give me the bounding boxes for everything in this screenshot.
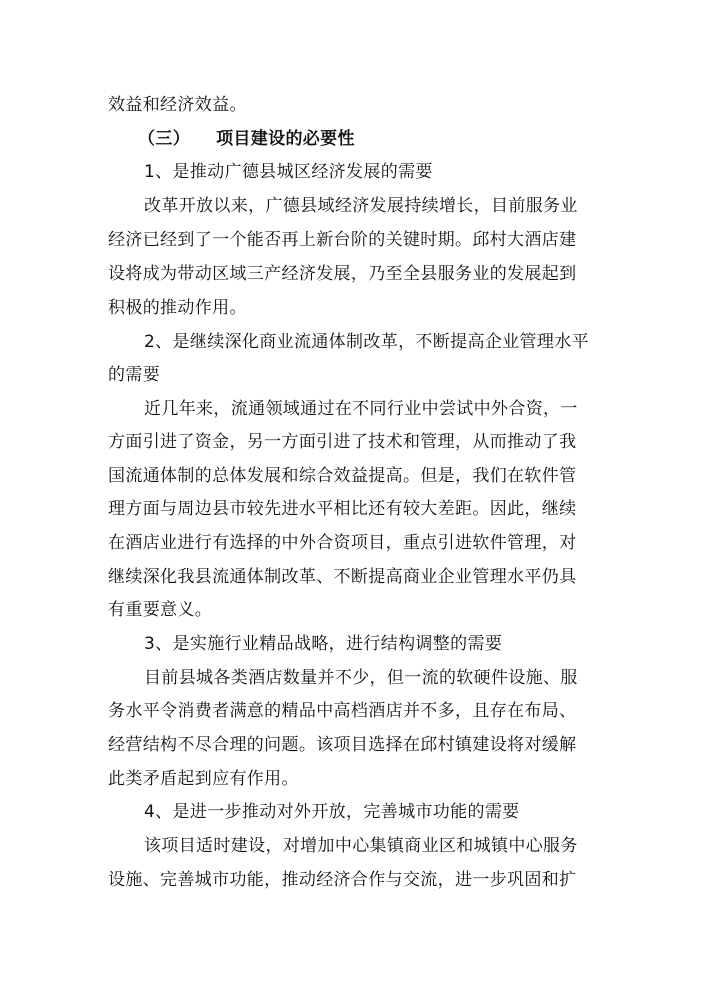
item-4-paragraph-line: 设施、完善城市功能，推动经济合作与交流，进一步巩固和扩 — [108, 870, 577, 890]
item-2-paragraph-line: 方面引进了资金，另一方面引进了技术和管理，从而推动了我 — [108, 432, 577, 452]
item-1-paragraph-line: 积极的推动作用。 — [108, 298, 247, 318]
section-title: 项目建设的必要性 — [216, 129, 355, 149]
item-3-paragraph-line: 经营结构不尽合理的问题。该项目选择在邱村镇建设将对缓解 — [108, 735, 577, 755]
item-2-paragraph-line: 近几年来，流通领域通过在不同行业中尝试中外合资，一 — [144, 399, 578, 419]
continuation-line: 效益和经济效益。 — [108, 95, 247, 115]
section-heading — [138, 127, 626, 151]
item-2-heading-continued: 的需要 — [108, 365, 161, 385]
item-3-paragraph-line: 务水平令消费者满意的精品中高档酒店并不多，且存在布局、 — [108, 701, 577, 721]
item-1-heading: 1、是推动广德县城区经济发展的需要 — [144, 162, 433, 182]
item-2-paragraph-line: 在酒店业进行有选择的中外合资项目，重点引进软件管理，对 — [108, 533, 577, 553]
item-3-paragraph-line: 目前县城各类酒店数量并不少，但一流的软硬件设施、服 — [144, 668, 578, 688]
item-2-paragraph-line: 有重要意义。 — [108, 600, 213, 620]
item-1-paragraph-line: 经济已经到了一个能否再上新台阶的关键时期。邱村大酒店建 — [108, 230, 577, 250]
item-1-paragraph-line: 改革开放以来，广德县域经济发展持续增长，目前服务业 — [144, 196, 578, 216]
item-4-paragraph-line: 该项目适时建设，对增加中心集镇商业区和城镇中心服务 — [144, 836, 578, 856]
item-4-heading: 4、是进一步推动对外开放，完善城市功能的需要 — [144, 802, 520, 822]
item-1-paragraph-line: 设将成为带动区域三产经济发展，乃至全县服务业的发展起到 — [108, 264, 577, 284]
item-2-heading: 2、是继续深化商业流通体制改革，不断提高企业管理水平 — [144, 332, 589, 352]
item-3-paragraph-line: 此类矛盾起到应有作用。 — [108, 769, 299, 789]
item-2-paragraph-line: 国流通体制的总体发展和综合效益提高。但是，我们在软件管 — [108, 466, 577, 486]
item-2-paragraph-line: 继续深化我县流通体制改革、不断提高商业企业管理水平仍具 — [108, 567, 577, 587]
section-number: （三） — [138, 129, 191, 149]
item-2-paragraph-line: 理方面与周边县市较先进水平相比还有较大差距。因此，继续 — [108, 499, 577, 519]
item-3-heading: 3、是实施行业精品战略，进行结构调整的需要 — [144, 634, 503, 654]
